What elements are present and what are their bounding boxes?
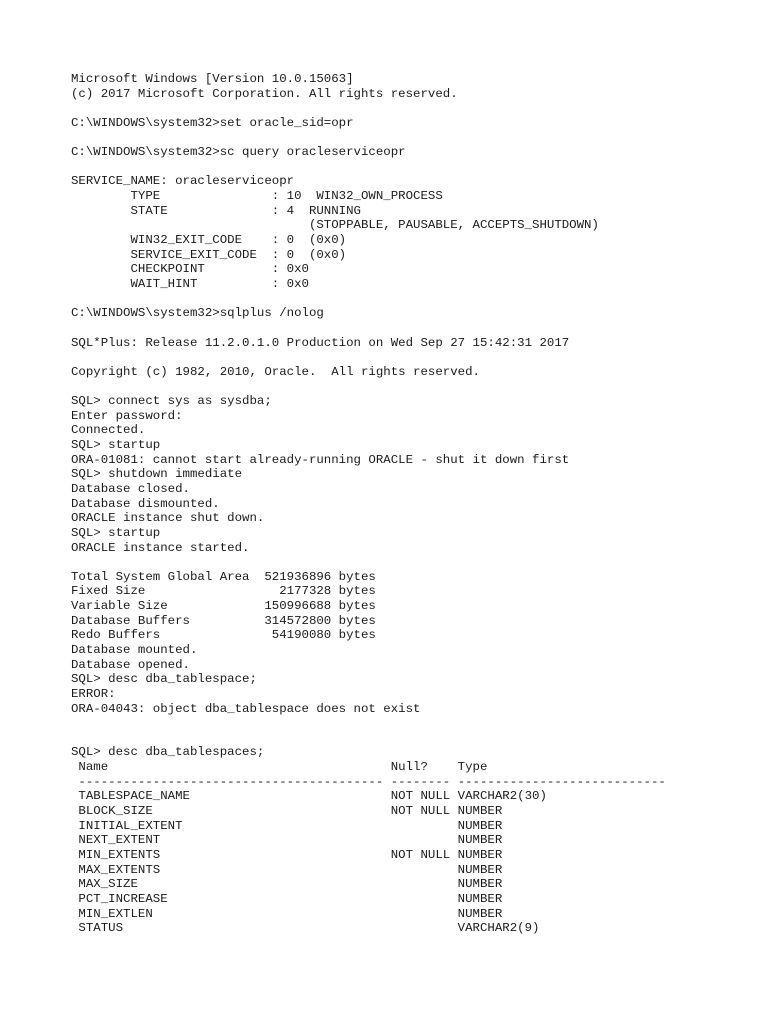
console-line	[71, 292, 761, 307]
console-line: SQL> shutdown immediate	[71, 467, 243, 482]
console-line: ORA-01081: cannot start already-running ORACLE - shut it down first	[71, 452, 570, 467]
console-line	[71, 731, 761, 746]
console-line: MIN_EXTLEN NUMBER	[71, 906, 503, 921]
console-line	[71, 321, 761, 336]
console-line: Connected.	[71, 423, 146, 438]
document-page	[71, 72, 761, 936]
console-line: Database dismounted.	[71, 496, 220, 511]
console-line: MIN_EXTENTS NOT NULL NUMBER	[71, 847, 503, 862]
console-line: SQL> desc dba_tablespace;	[71, 672, 257, 687]
console-line	[71, 350, 761, 365]
console-line: Database opened.	[71, 657, 190, 672]
console-line	[71, 131, 761, 146]
console-line: STATE : 4 RUNNING	[71, 203, 361, 218]
console-line: C:\WINDOWS\system32>set oracle_sid=opr	[71, 115, 354, 130]
console-line: Name Null? Type	[71, 760, 488, 775]
console-line	[71, 160, 761, 175]
console-line: ORACLE instance started.	[71, 540, 250, 555]
console-line: (c) 2017 Microsoft Corporation. All rights reserved.	[71, 86, 458, 101]
console-line: Fixed Size 2177328 bytes	[71, 584, 376, 599]
console-line: Copyright (c) 1982, 2010, Oracle. All rights reserved.	[71, 364, 480, 379]
console-line: CHECKPOINT : 0x0	[71, 262, 309, 277]
console-line: SQL*Plus: Release 11.2.0.1.0 Production on Wed Sep 27 15:42:31 2017	[71, 335, 570, 350]
console-line: ORACLE instance shut down.	[71, 511, 265, 526]
console-line: TYPE : 10 WIN32_OWN_PROCESS	[71, 189, 443, 204]
console-line: PCT_INCREASE NUMBER	[71, 891, 503, 906]
console-line: WIN32_EXIT_CODE : 0 (0x0)	[71, 233, 347, 248]
console-line: Database Buffers 314572800 bytes	[71, 613, 376, 628]
console-line: Variable Size 150996688 bytes	[71, 599, 376, 614]
console-line: C:\WINDOWS\system32>sc query oracleserviceopr	[71, 145, 406, 160]
console-line: Redo Buffers 54190080 bytes	[71, 628, 376, 643]
console-line: MAX_EXTENTS NUMBER	[71, 862, 503, 877]
console-line	[71, 555, 761, 570]
console-line: NEXT_EXTENT NUMBER	[71, 833, 503, 848]
console-line	[71, 716, 761, 731]
console-line: Microsoft Windows [Version 10.0.15063]	[71, 72, 354, 86]
console-line: Total System Global Area 521936896 bytes	[71, 569, 376, 584]
console-line: Enter password:	[71, 408, 183, 423]
console-line	[71, 101, 761, 116]
console-line	[71, 379, 761, 394]
console-line: SQL> startup	[71, 525, 161, 540]
console-line: SERVICE_EXIT_CODE : 0 (0x0)	[71, 247, 347, 262]
console-line: SQL> connect sys as sysdba;	[71, 394, 272, 409]
console-transcript	[71, 72, 761, 936]
console-line: INITIAL_EXTENT NUMBER	[71, 818, 503, 833]
console-line: (STOPPABLE, PAUSABLE, ACCEPTS_SHUTDOWN)	[71, 218, 599, 233]
console-line: MAX_SIZE NUMBER	[71, 877, 503, 892]
console-line: C:\WINDOWS\system32>sqlplus /nolog	[71, 306, 324, 321]
console-line: ERROR:	[71, 686, 116, 701]
console-line: ORA-04043: object dba_tablespace does not exist	[71, 701, 421, 716]
console-line: Database mounted.	[71, 642, 198, 657]
console-line: TABLESPACE_NAME NOT NULL VARCHAR2(30)	[71, 789, 547, 804]
console-line: SQL> desc dba_tablespaces;	[71, 745, 265, 760]
console-line: SERVICE_NAME: oracleserviceopr	[71, 174, 295, 189]
console-line: STATUS VARCHAR2(9)	[71, 921, 540, 936]
console-line: WAIT_HINT : 0x0	[71, 276, 309, 291]
console-line: BLOCK_SIZE NOT NULL NUMBER	[71, 804, 503, 819]
console-line: Database closed.	[71, 481, 190, 496]
console-line: ----------------------------------------- -------- ----------------------------	[71, 774, 666, 789]
console-line: SQL> startup	[71, 438, 161, 453]
